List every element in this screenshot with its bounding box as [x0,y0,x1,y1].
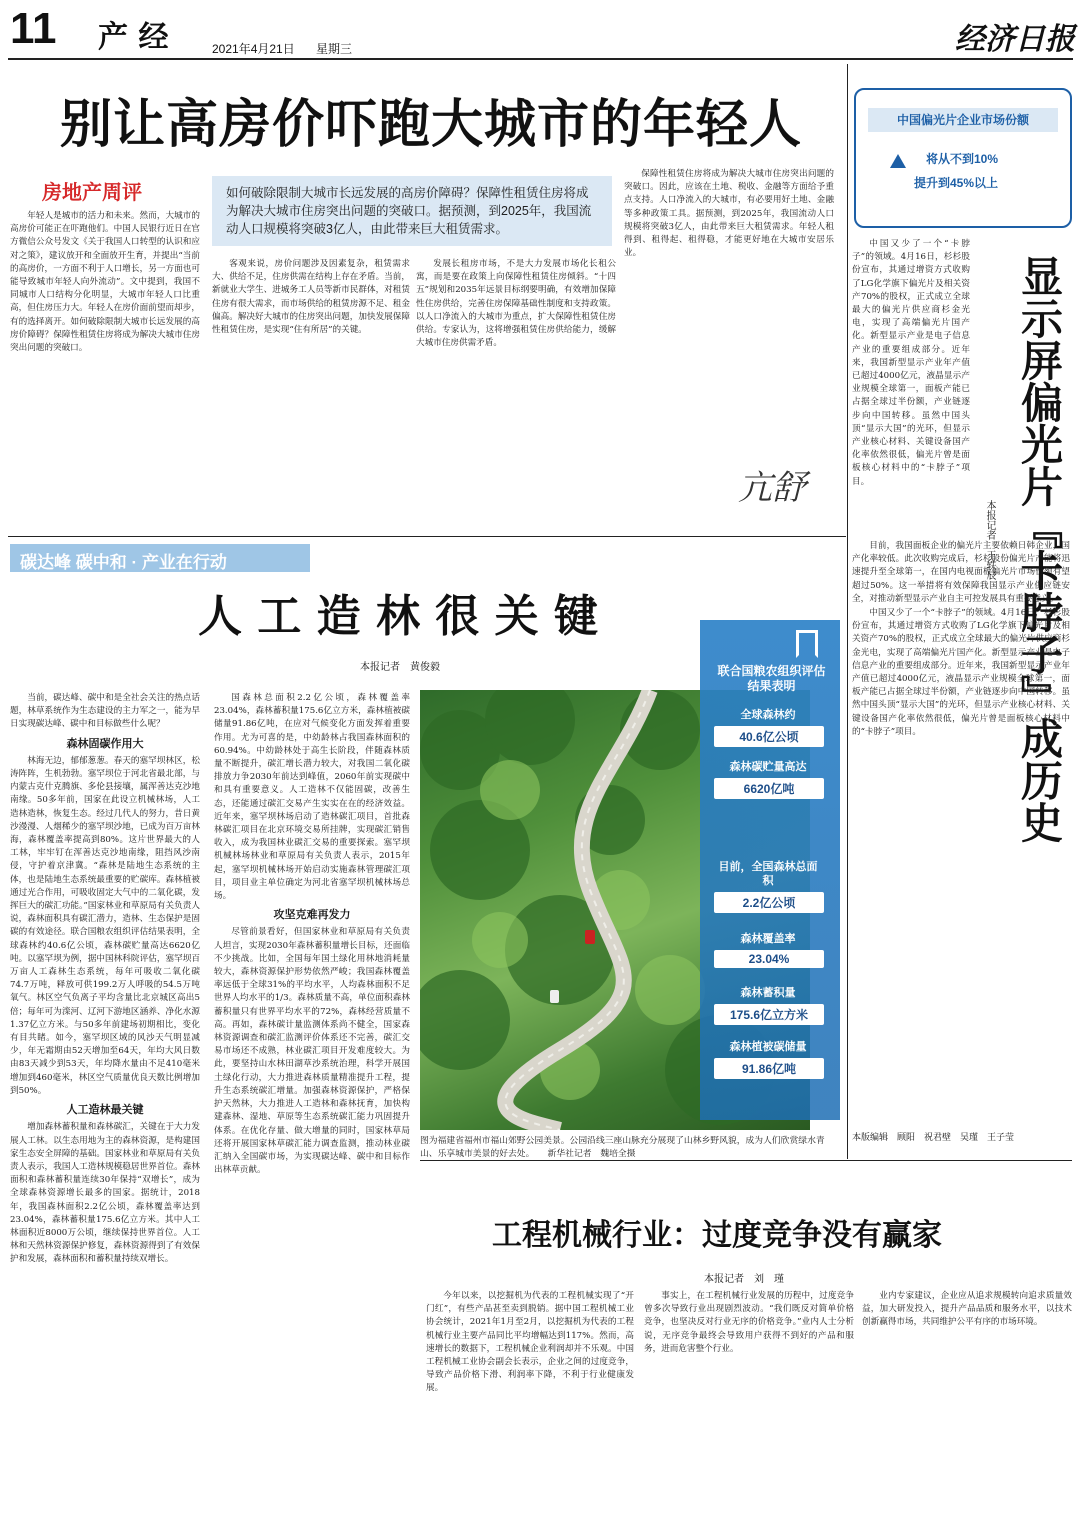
page-editors: 本版编辑 顾阳 祝君壁 吴瑾 王子莹 [852,1132,1015,1142]
article2-byline: 本报记者 黄俊毅 [360,662,440,673]
article4-col-1: 今年以来，以挖掘机为代表的工程机械实现了“开门红”，有些产品甚至卖到脱销。据中国工程机械工业协会统计，2021年1月至2月，以挖掘机为代表的工程机械行业主要产品同比平均增幅达到117%。然而，高速增长的数据下，工程机械企业利润却并不乐观。中国工程机械工业协会副会长表示，企业之间的过度竞争，导致产品价格下滑、利润率下降，不利于行业健康发展。 [426,1291,634,1394]
masthead [0,0,1080,60]
article3-title: 显示屏偏光片『卡脖子』成历史 [1015,255,1064,843]
subhead-artificial-forest: 人工造林最关键 [66,1104,144,1117]
stat-label-coverage: 森林覆盖率 [740,933,796,945]
stat-value-coverage: 23.04% [714,950,824,968]
stat-value-global-forest: 40.6亿公顷 [714,726,824,747]
photo-caption: 图为福建省福州市福山郊野公园美景。公园沿线三座山脉充分展现了山林乡野风貌，成为人们欣赏绿水青山、乐享城市美景的好去处。 新华社记者 魏培全摄 [420,1135,825,1158]
arrow-up-icon [890,154,906,168]
stat-value-carbon-store: 6620亿吨 [714,778,824,799]
article3-byline: 本报记者 王轶辰 [984,500,995,580]
article3-col-2: 目前，我国面板企业的偏光片主要依赖日韩企业，国产化率较低。此次收购完成后，杉杉股份偏光片产能将迅速提升至全球第一，在国内电视面板偏光片市场份额有望超过50%。这一举措将有效保障我国显示产业供应链安全，对推动新型显示产业自主可控发展具有重要意义。 中国又少了一个“卡脖子”的领域。4月16日，杉杉股份宣布，其通过增资方式收购了LG化学旗下偏光片及相关资产70%的股权，正式成立全球最大的偏光片供应商杉金光电，实现了高端偏光片国产化。新型显示产业是电子信息产业的重要组成部分。近年来，我国新型显示产业年产值已超过4000亿元，液晶显示产业规模全球第一，面板产能已占据全球过半份额，产业链逐步向中国转移。虽然中国头顶“显示大国”的光环，但显示产业核心材料、关键设备国产化率依然很低，偏光片曾是面板核心材料中的“卡脖子”项目。 [852,541,1070,737]
stat-value-forest-area: 2.2亿公顷 [714,892,824,913]
infographic-panel [700,620,840,1120]
stat-label-carbon-store: 森林碳贮量高达 [729,761,807,773]
stat-value-carbon-reserve: 91.86亿吨 [714,1058,824,1079]
infographic-header: 联合国粮农组织评估结果表明 [717,664,826,693]
sidebar-divider [847,64,848,1159]
market-share-box [854,88,1072,228]
page-number: 11 [10,4,57,53]
article4-title: 工程机械行业：过度竞争没有赢家 [492,1218,942,1253]
article1-signature: 亢舒 [738,468,806,508]
market-share-line2: 提升到45%以上 [914,176,999,190]
article2-title: 人 工 造 林 很 关 键 [198,591,598,642]
section-name: 产 经 [98,20,169,55]
market-share-title: 中国偏光片企业市场份额 [868,108,1058,132]
stat-label-forest-area: 目前，全国森林总面积 [718,861,818,887]
subhead-tackle-challenges: 攻坚克难再发力 [273,909,351,922]
article1-col-3: 发展长租房市场，不是大力发展市场化长租公寓，而是要在政策上向保障性租赁住房倾斜。“十四五”规划和2035年远景目标纲要明确，有效增加保障性住房供给，完善住房保障基础性制度和支持政策。以人口净流入的大城市为重点，扩大保障性租赁住房供给。专家认为，这将增强租赁住房供给能力，缓解大城市住房供需矛盾。 [416,259,616,349]
stat-label-carbon-reserve: 森林植被碳储量 [729,1041,807,1053]
article1-summary: 如何破除限制大城市长远发展的高房价障碍？保障性租赁住房将成为解决大城市住房突出问题的突破口。据预测，到2025年，我国流动人口规模将突破3亿人，由此带来巨大租赁需求。 [212,176,612,246]
article2-col-1: 当前，碳达峰、碳中和是全社会关注的热点话题，林草系统作为生态建设的主力军之一，能为早日实现碳达峰、碳中和目标做些什么呢？ 森林固碳作用大 林海无边，郁郁葱葱。春天的塞罕坝林区，松涛阵阵，生机勃勃。塞罕坝位于河北省最北部，与内蒙古克什克腾旗、多伦县接壤，属浑善达克沙地南缘。50多年前，国家在此设立机械林场，人工造林造林，恢复生态。经过几代人的努力，昔日黄沙漫漫、人烟稀少的塞罕坝沙地，已成为百万亩林海，森林覆盖率提高到80%。这片世界最大的人工林，牢牢钉在浑善达克沙地南缘，阻挡风沙南侵，守护着京津冀。“森林是陆地生态系统的主体，也是陆地生态系统最重要的贮碳库。森林植被通过光合作用，可吸收固定大气中的二氧化碳，发挥巨大的碳汇功能。”国家林业和草原局有关负责人说，森林面积具有碳汇潜力，造林、生态保护是固碳的有效途径。联合国粮农组织评估结果表明，全球森林约40.6亿公顷，森林碳贮量高达6620亿吨。以塞罕坝为例，据中国林科院评估，塞罕坝百万亩人工森林生态系统，每年可吸收二氧化碳74.7万吨，释放可供199.2万人呼吸的54.5万吨氧气。林区空气负离子平均含量比北京城区高出5倍；每年可为滦河、辽河下游地区涵养、净化水源1.37亿立方米。与50多年前建场初期相比，变化有目共睹。如今，塞罕坝区域的风沙天气明显减少，年无霜期由52天增加至64天，年均大风日数由83天减少到53天，年均降水量由不足410毫米增加到460毫米，林区空气质量优良天数比例增加到50%。 人工造林最关键 增加森林蓄积量和森林碳汇，关键在于大力发展人工林。以生态用地为主的森林资源，是构建国家生态安全屏障的基础。国家林业和草原局有关负责人表示，我国人工造林规模稳居世界首位。森林面积和森林蓄积量连续30年保持“双增长”，成为全球森林资源增长最多的国家。据统计，2018年，我国森林面积2.2亿公顷，森林覆盖率达到23.04%，森林蓄积量175.6亿立方米。其中人工林面积近8000万公顷，继续保持世界首位。人工林和天然林资源保护修复，森林资源得到了有效保护和发展，森林面积和蓄积量持续双增长。 [10,693,200,1265]
article1-bottom-rule [8,536,846,537]
stat-label-global-forest: 全球森林约 [740,709,796,721]
column-tag-real-estate: 房地产周评 [42,182,142,204]
article4-col-2: 事实上，在工程机械行业发展的历程中，过度竞争曾多次导致行业出现剧烈波动。“我们既反对简单价格竞争，也坚决反对行业无序的价格竞争。”业内人士分析说，无序竞争最终会导致用户获得不到好的产品和服务，进而危害整个行业。 [644,1291,854,1354]
article4-col-3: 业内专家建议，企业应从追求规模转向追求质量效益，加大研发投入，提升产品品质和服务水平，以技术创新赢得市场，共同维护公平有序的市场环境。 [862,1291,1072,1328]
subhead-forest-carbon: 森林固碳作用大 [66,737,144,750]
stat-value-stock: 175.6亿立方米 [714,1004,824,1025]
article4-top-rule [420,1160,1072,1161]
newspaper-logo: 经济日报 [955,22,1075,57]
issue-date: 2021年4月21日 [212,42,295,56]
article1-col-4: 保障性租赁住房将成为解决大城市住房突出问题的突破口。因此，应该在土地、税收、金融等方面给予重点支持。人口净流入的大城市，有必要用好土地、金融等多种政策工具。据预测，到2025年，我国流动人口规模将突破3亿人，由此带来巨大租赁需求。年轻人租得到、租得起、租得稳，才能更好地在大城市安居乐业。 [624,169,834,259]
stat-label-stock: 森林蓄积量 [740,987,796,999]
market-share-line1: 将从不到10% [926,152,999,166]
masthead-rule [8,58,1073,60]
article4-byline: 本报记者 刘 瑾 [704,1274,784,1285]
campaign-banner: 碳达峰 碳中和 · 产业在行动 [10,544,310,572]
issue-weekday: 星期三 [316,42,353,56]
bookmark-icon [796,630,818,658]
article3-col-1: 中国又少了一个“卡脖子”的领域。4月16日，杉杉股份宣布，其通过增资方式收购了LG化学旗下偏光片及相关资产70%的股权，正式成立全球最大的偏光片供应商杉金光电，实现了高端偏光片国产化。新型显示产业是电子信息产业的重要组成部分。近年来，我国新型显示产业年产值已超过4000亿元，液晶显示产业规模全球第一，面板产能已占据全球过半份额，产业链逐步向中国转移。虽然中国头顶“显示大国”的光环，但显示产业核心材料、关键设备国产化率依然很低，偏光片曾是面板核心材料中的“卡脖子”项目。 [852,239,970,487]
article1-col-2: 客观来说，房价问题涉及因素复杂，租赁需求大、供给不足，住房供需在结构上存在矛盾。当前，新就业大学生、进城务工人员等新市民群体，对租赁住房有很大需求，而市场供给的租赁房源不足、租金偏高。解决好大城市的住房突出问题，加快发展保障性租赁住房，是实现“住有所居”的关键。 [212,259,410,336]
article2-col-2: 国森林总面积2.2亿公顷，森林覆盖率23.04%，森林蓄积量175.6亿立方米，森林植被碳储量91.86亿吨，在应对气候变化方面发挥着重要作用。尤为可喜的是，中幼龄林占我国森林面积的60.94%。中幼龄林处于高生长阶段，伴随森林质量不断提升，碳汇增长潜力较大，对我国二氧化碳排放力争2030年前达到峰值，2060年前实现碳中和具有重要意义。人工造林不仅能固碳，改善生态，还能通过碳汇交易产生实实在在的经济效益。近年来，塞罕坝林场启动了造林碳汇项目，首批森林碳汇项目在北京环境交易所挂牌，实现碳汇销售收入，成为我国林业碳汇交易的重要探索。塞罕坝机械林场林业和草原局有关负责人表示，2015年起，塞罕坝机械林场开始启动实施森林管理碳汇项目，项目业主单位确定为河北省塞罕坝机械林场总场。 攻坚克难再发力 尽管前景看好，但国家林业和草原局有关负责人坦言，实现2030年森林蓄积量增长目标，还面临不少挑战。比如，全国每年国土绿化用林地消耗量较大，森林资源保护形势依然严峻；我国森林覆盖率远低于全球31%的平均水平，人均森林面积不足世界人均水平的1/3。森林质量不高，单位面积森林蓄积量只有世界平均水平的72%，森林经营质量不高。再如，森林碳计量监测体系尚不健全，国家森林资源调查和碳汇监测评价体系还不完善，碳汇交易市场还不成熟，林业碳汇项目开发难度较大。为此，要坚持山水林田湖草沙系统治理，科学开展国土绿化行动，大力推进森林质量精准提升工程，提升生态系统碳汇增量。加强森林资源保护，严格保护天然林，大力推进人工造林和森林抚育，加快构建森林、湿地、草原等生态系统碳汇能力巩固提升体系。在优化存量、做大增量的同时，国家林草局还将开展国家林草碳汇能力调查监测，推动林业碳汇纳入全国碳市场，为实现碳达峰、碳中和目标作出林草贡献。 [214,693,410,1176]
article1-title: 别让高房价吓跑大城市的年轻人 [60,94,803,155]
article1-col-1: 年轻人是城市的活力和未来。然而，大城市的高房价可能正在吓跑他们。中国人民银行近日在官方微信公众号发文《关于我国人口转型的认识和应对之策》，建议放开和全面放开生育，并提出“当前的高房价，一方面不利于人口增长，另一方面也可能导致城市年轻人向外流动”。文中提到，我国不同城市人口结构分化明显，大城市年轻人口比重高，但住房压力大。年轻人在房价面前望而却步，有的选择离开。如何破除限制大城市长远发展的高房价障碍？保障性租赁住房将成为解决大城市住房突出问题的突破口。 [10,211,200,354]
